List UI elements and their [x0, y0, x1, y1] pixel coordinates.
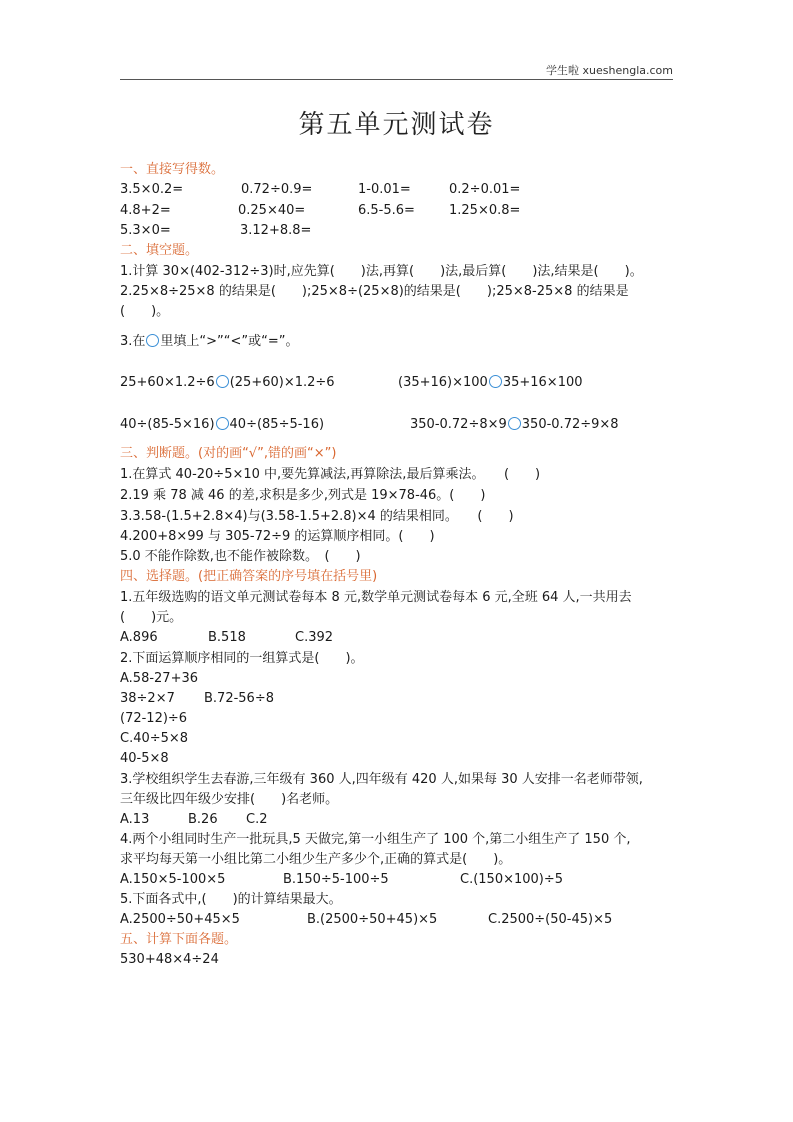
judge-question-3: 3.3.58-(1.5+2.8×4)与(3.58-1.5+2.8)×4 的结果相同。 ( ) [120, 509, 514, 524]
fill-question-2-cont: ( )。 [120, 304, 170, 319]
choice-question-3: 3.学校组织学生去春游,三年级有 360 人,四年级有 420 人,如果每 30 人安排一名老师带领, [120, 772, 643, 787]
judge-question-5: 5.0 不能作除数,也不能作被除数。 ( ) [120, 549, 361, 564]
fill-question-2: 2.25×8÷25×8 的结果是( );25×8÷(25×8)的结果是( );25×8-25×8 的结果是 [120, 284, 629, 299]
choice-option: B.26 [188, 812, 218, 827]
choice-option: C.2500÷(50-45)×5 [488, 912, 613, 927]
choice-option: B.(2500÷50+45)×5 [307, 912, 438, 927]
oral-calc-item: 0.25×40= [238, 203, 306, 218]
compare-item-1 [120, 374, 335, 392]
section-4-heading: 四、选择题。(把正确答案的序号填在括号里) [120, 569, 378, 584]
compare-right: 40÷(85÷5-16) [229, 417, 325, 432]
choice-question-1-cont: ( )元。 [120, 610, 183, 625]
section-5-heading: 五、计算下面各题。 [120, 932, 238, 947]
judge-question-2: 2.19 乘 78 减 46 的差,求积是多少,列式是 19×78-46。( ) [120, 488, 486, 503]
choice-question-2: 2.下面运算顺序相同的一组算式是( )。 [120, 651, 364, 666]
choice-option: C.40÷5×8 [120, 731, 189, 746]
compare-right: 35+16×100 [502, 375, 583, 390]
fill-question-3-prefix: 3.在 [120, 334, 146, 349]
choice-option: C.(150×100)÷5 [460, 872, 564, 887]
choice-question-5: 5.下面各式中,( )的计算结果最大。 [120, 892, 342, 907]
judge-question-4: 4.200+8×99 与 305-72÷9 的运算顺序相同。( ) [120, 529, 435, 544]
oral-calc-item: 6.5-5.6= [358, 203, 415, 218]
choice-option: (72-12)÷6 [120, 711, 188, 726]
answer-circle[interactable] [216, 375, 229, 388]
choice-option: A.13 [120, 812, 150, 827]
fill-question-3-suffix: 里填上“>”“<”或“=”。 [160, 334, 299, 349]
fill-question-1: 1.计算 30×(402-312÷3)时,应先算( )法,再算( )法,最后算( )法,结果是( )。 [120, 264, 643, 279]
section-2-heading: 二、填空题。 [120, 243, 199, 258]
calc-question-1: 530+48×4÷24 [120, 952, 219, 967]
oral-calc-item: 1.25×0.8= [449, 203, 521, 218]
choice-option: C.2 [246, 812, 268, 827]
header-divider [120, 79, 673, 80]
choice-option: B.518 [208, 630, 246, 645]
oral-calc-item: 0.72÷0.9= [241, 182, 313, 197]
section-3-heading: 三、判断题。(对的画“√”,错的画“×”) [120, 446, 337, 461]
choice-option: B.72-56÷8 [204, 691, 274, 706]
choice-question-1: 1.五年级选购的语文单元测试卷每本 8 元,数学单元测试卷每本 6 元,全班 64 人,一共用去 [120, 590, 632, 605]
oral-calc-item: 3.5×0.2= [120, 182, 184, 197]
choice-option: 40-5×8 [120, 751, 169, 766]
site-header[interactable]: 学生啦 xueshengla.com [546, 64, 673, 77]
page-title: 第五单元测试卷 [298, 110, 495, 140]
oral-calc-item: 5.3×0= [120, 223, 171, 238]
choice-option: C.392 [295, 630, 334, 645]
choice-option: B.150÷5-100÷5 [283, 872, 389, 887]
answer-circle[interactable] [489, 375, 502, 388]
oral-calc-item: 1-0.01= [358, 182, 411, 197]
compare-right: 350-0.72÷9×8 [521, 417, 619, 432]
compare-left: 350-0.72÷8×9 [410, 417, 507, 432]
choice-question-4-cont: 求平均每天第一小组比第二小组少生产多少个,正确的算式是( )。 [120, 852, 512, 867]
choice-option: A.58-27+36 [120, 671, 199, 686]
choice-option: A.896 [120, 630, 158, 645]
compare-item-3 [120, 416, 324, 434]
judge-question-1: 1.在算式 40-20÷5×10 中,要先算减法,再算除法,最后算乘法。 ( ) [120, 467, 541, 482]
oral-calc-item: 4.8+2= [120, 203, 171, 218]
compare-left: 40÷(85-5×16) [120, 417, 215, 432]
compare-item-4 [410, 416, 619, 434]
answer-circle[interactable] [146, 334, 159, 347]
compare-left: 25+60×1.2÷6 [120, 375, 215, 390]
choice-question-3-cont: 三年级比四年级少安排( )名老师。 [120, 792, 339, 807]
choice-option: A.2500÷50+45×5 [120, 912, 240, 927]
choice-option: A.150×5-100×5 [120, 872, 226, 887]
compare-left: (35+16)×100 [398, 375, 488, 390]
compare-right: (25+60)×1.2÷6 [229, 375, 335, 390]
choice-option: 38÷2×7 [120, 691, 175, 706]
answer-circle[interactable] [216, 417, 229, 430]
compare-item-2 [398, 374, 583, 392]
oral-calc-item: 0.2÷0.01= [449, 182, 521, 197]
oral-calc-item: 3.12+8.8= [240, 223, 312, 238]
answer-circle[interactable] [508, 417, 521, 430]
fill-question-3 [120, 333, 299, 351]
section-1-heading: 一、直接写得数。 [120, 162, 225, 177]
choice-question-4: 4.两个小组同时生产一批玩具,5 天做完,第一小组生产了 100 个,第二小组生产了 150 个, [120, 832, 631, 847]
